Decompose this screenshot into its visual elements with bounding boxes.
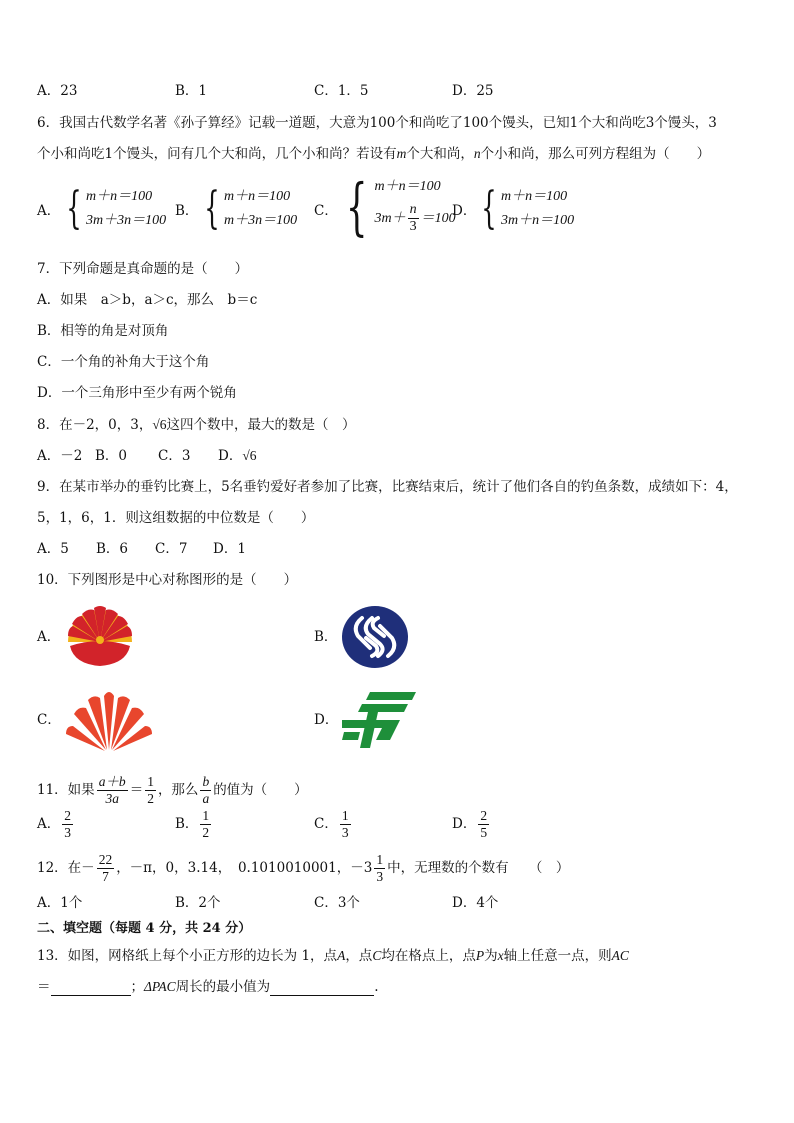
frac-num: 1 — [202, 808, 210, 823]
q12-option-b: B．2个 — [175, 895, 221, 911]
q12-option-a: A．1个 — [37, 895, 83, 911]
q12-text: ，－π，0，3.14， 0.1010010001，－3 — [116, 860, 373, 876]
eq-row: m＋n＝100 — [501, 189, 568, 204]
brace-icon: { — [481, 183, 497, 234]
q7-option-a: A．如果 a＞b，a＞c，那么 b＝c — [37, 292, 258, 308]
q11-stem — [37, 770, 308, 810]
frac-den: 7 — [102, 869, 109, 884]
petrochina-logo-icon — [64, 602, 136, 668]
q11-option-a — [37, 806, 75, 842]
eq-row: m＋3n＝100 — [224, 213, 298, 228]
frac-den: 3 — [64, 825, 71, 840]
china-post-logo-icon — [340, 690, 418, 750]
q6-option-b-label: B． — [175, 203, 199, 219]
q6-option-a-label: A． — [37, 203, 61, 219]
frac-num: 2 — [64, 808, 71, 823]
q13-text: ，点 — [345, 948, 373, 964]
point-c: C — [372, 948, 382, 963]
brace-icon: { — [66, 183, 82, 234]
q10-option-a-label: A． — [37, 629, 61, 645]
frac-num: 22 — [98, 852, 113, 867]
q8-option-c: C．3 — [158, 448, 191, 464]
axis-x: x — [497, 948, 504, 963]
q12-option-c: C．3个 — [314, 895, 360, 911]
q7-stem: 7．下列命题是真命题的是（ ） — [37, 261, 249, 277]
q12-text: 12．在－ — [37, 860, 95, 876]
q10-option-b-label: B． — [314, 629, 338, 645]
frac-num: 1 — [147, 774, 154, 789]
q9-stem-line1: 9．在某市举办的垂钓比赛上，5名垂钓爱好者参加了比赛，比赛结束后，统计了他们各自的钓鱼条数，成绩如下：4， — [37, 479, 738, 495]
q6-option-c-label: C． — [314, 203, 338, 219]
q8-option-d — [218, 447, 257, 465]
q7-option-d: D．一个三角形中至少有两个锐角 — [37, 385, 237, 401]
q13-text: ； — [130, 979, 144, 995]
frac-den: 3a — [105, 791, 119, 806]
frac-num: 1 — [376, 852, 384, 867]
q13-text: 均在格点上，点 — [381, 948, 476, 964]
eq-row: 3m＋n＝100 — [501, 213, 575, 228]
option-label: B． — [175, 816, 199, 832]
q6-text: 个小和尚，那么可列方程组为（ ） — [480, 146, 711, 162]
q5-option-c: C．1．5 — [314, 83, 369, 99]
q6-option-b-system — [198, 185, 297, 233]
brace-icon: { — [204, 183, 220, 234]
q11-option-c — [314, 806, 353, 842]
q6-text: 个小和尚吃1个馒头，问有几个大和尚，几个小和尚？若设有 — [37, 146, 397, 162]
frac-num: 2 — [480, 808, 488, 823]
q8-stem — [37, 416, 356, 434]
q13-text: 为 — [484, 948, 498, 964]
frac-den: 5 — [480, 825, 488, 840]
q6-option-c-system — [337, 170, 456, 243]
q10-option-c-label: C． — [37, 712, 61, 728]
frac-den: 2 — [147, 791, 154, 806]
q6-stem-line1: 6．我国古代数学名著《孙子算经》记载一道题，大意为100个和尚吃了100个馒头，已知1个大和尚吃3个馒头，3 — [37, 115, 717, 131]
q9-option-b: B．6 — [96, 541, 129, 557]
option-label: C． — [314, 816, 338, 832]
frac-den: 3 — [409, 219, 417, 235]
frac-num: b — [202, 774, 210, 789]
equals-sign: ＝ — [129, 782, 144, 797]
frac-num: 1 — [341, 808, 349, 823]
q6-option-d-label: D． — [452, 203, 477, 219]
q12-stem — [37, 848, 569, 888]
china-mobile-logo-icon — [340, 604, 410, 670]
point-a: A — [337, 948, 346, 963]
point-p: P — [475, 948, 485, 963]
answer-blank-perimeter[interactable] — [270, 979, 374, 996]
q13-text: 轴上任意一点，则 — [503, 948, 612, 964]
q6-option-d-system — [475, 185, 574, 233]
frac-num: n — [409, 202, 417, 218]
q7-option-c: C．一个角的补角大于这个角 — [37, 354, 210, 370]
q7-option-b: B．相等的角是对顶角 — [37, 323, 169, 339]
q12-text: 中，无理数的个数有 （ ） — [387, 860, 570, 876]
eq-row — [374, 199, 455, 239]
q5-option-a: A．23 — [37, 83, 78, 99]
option-label: A． — [37, 816, 61, 832]
segment-ac: AC — [611, 948, 629, 963]
q6-stem-line2 — [37, 145, 710, 163]
q11-text: 11．如果 — [37, 782, 95, 798]
q13-text: . — [374, 979, 379, 995]
q11-option-b — [175, 806, 213, 842]
eq-row: m＋n＝100 — [86, 189, 153, 204]
triangle-pac: ΔPAC — [144, 979, 176, 994]
huawei-logo-icon — [64, 688, 154, 752]
q10-stem: 10．下列图形是中心对称图形的是（ ） — [37, 572, 298, 588]
q10-option-d-label: D． — [314, 712, 339, 728]
q9-option-a: A．5 — [37, 541, 69, 557]
q6-option-a-system — [60, 185, 166, 233]
q13-text: ＝ — [37, 979, 51, 995]
frac-den: 3 — [341, 825, 349, 840]
q13-text: 13．如图，网格纸上每个小正方形的边长为 1，点 — [37, 948, 338, 964]
eq-row: m＋n＝100 — [374, 179, 441, 194]
q11-option-d — [452, 806, 491, 842]
eq-part: ＝100 — [420, 211, 456, 226]
option-label: D． — [452, 816, 477, 832]
sqrt-six: √6 — [242, 448, 257, 463]
var-m: m — [396, 146, 407, 161]
eq-part: 3m＋ — [374, 211, 406, 226]
q11-text: 的值为（ ） — [213, 782, 308, 798]
q9-option-c: C．7 — [155, 541, 188, 557]
q9-option-d: D．1 — [213, 541, 246, 557]
eq-row: 3m＋3n＝100 — [86, 213, 167, 228]
frac-den: a — [202, 791, 210, 806]
q13-stem-line2 — [37, 978, 378, 996]
section-two-heading: 二、填空题（每题 4 分，共 24 分） — [37, 921, 252, 936]
var-n: n — [473, 146, 481, 161]
frac-den: 2 — [202, 825, 210, 840]
option-label: D． — [218, 448, 243, 464]
q8-option-a: A．－2 — [37, 448, 83, 464]
q5-option-d: D．25 — [452, 83, 494, 99]
q8-text: 这四个数中，最大的数是（ ） — [166, 417, 356, 433]
frac-den: 3 — [376, 869, 384, 884]
q12-option-d: D．4个 — [452, 895, 499, 911]
q11-text: ，那么 — [157, 782, 199, 798]
q6-text: 个大和尚， — [406, 146, 474, 162]
q13-text: 周长的最小值为 — [175, 979, 271, 995]
answer-blank-ac[interactable] — [51, 979, 131, 996]
sqrt-six: √6 — [152, 417, 167, 432]
brace-icon: { — [345, 170, 368, 243]
q8-text: 8．在－2，0，3， — [37, 417, 153, 433]
frac-num: a＋b — [98, 774, 126, 789]
q9-stem-line2: 5，1，6，1．则这组数据的中位数是（ ） — [37, 510, 315, 526]
q13-stem-line1 — [37, 947, 629, 965]
q5-option-b: B．1 — [175, 83, 208, 99]
eq-row: m＋n＝100 — [224, 189, 291, 204]
q8-option-b: B．0 — [95, 448, 128, 464]
